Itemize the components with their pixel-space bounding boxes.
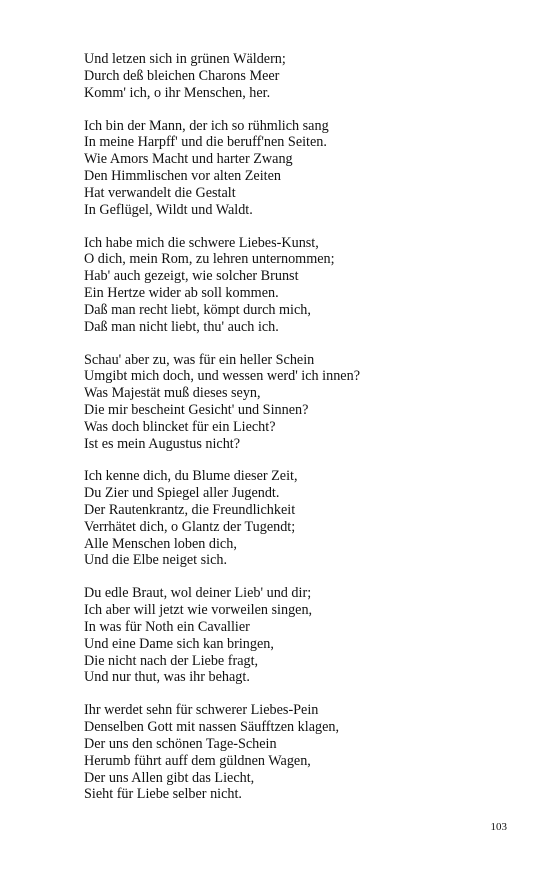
verse-line: Herumb führt auff dem güldnen Wagen,: [84, 752, 311, 769]
verse-line: In meine Harpff' und die beruff'nen Seiten.: [84, 134, 327, 151]
verse-line: Ich habe mich die schwere Liebes-Kunst,: [84, 234, 319, 251]
verse-line: Und die Elbe neiget sich.: [84, 552, 228, 569]
verse-line: Den Himmlischen vor alten Zeiten: [84, 167, 281, 184]
verse-line: In Geflügel, Wildt und Waldt.: [84, 201, 253, 218]
verse-line: Du edle Braut, wol deiner Lieb' und dir;: [84, 585, 312, 602]
stanza: [84, 235, 524, 336]
verse-line: Durch deß bleichen Charons Meer: [84, 67, 280, 84]
verse-line: Die mir bescheint Gesicht' und Sinnen?: [84, 401, 309, 418]
verse-line: Hab' auch gezeigt, wie solcher Brunst: [84, 268, 299, 285]
verse-line: Du Zier und Spiegel aller Jugendt.: [84, 485, 280, 502]
verse-line: Ich aber will jetzt wie vorweilen singen,: [84, 602, 313, 619]
verse-line: Und letzen sich in grünen Wäldern;: [84, 51, 286, 67]
verse-line: Ihr werdet sehn für schwerer Liebes-Pein: [84, 702, 319, 719]
verse-line: Und eine Dame sich kan bringen,: [84, 635, 274, 652]
page-number: 103: [490, 821, 507, 833]
stanza: [84, 468, 524, 569]
verse-line: Hat verwandelt die Gestalt: [84, 184, 236, 201]
verse-line: Und nur thut, was ihr behagt.: [84, 669, 250, 686]
verse-line: In was für Noth ein Cavallier: [84, 619, 250, 636]
verse-line: Ich bin der Mann, der ich so rühmlich sang: [84, 117, 329, 134]
verse-line: Ist es mein Augustus nicht?: [84, 435, 241, 452]
verse-line: Schau' aber zu, was für ein heller Schein: [84, 351, 315, 368]
stanza: [84, 51, 524, 101]
verse-line: Die nicht nach der Liebe fragt,: [84, 652, 259, 669]
verse-line: Umgibt mich doch, und wessen werd' ich innen?: [84, 368, 360, 385]
verse-line: Sieht für Liebe selber nicht.: [84, 786, 242, 803]
verse-line: Was Majestät muß dieses seyn,: [84, 385, 261, 402]
verse-line: Der Rautenkrantz, die Freundlichkeit: [84, 502, 296, 519]
verse-line: Denselben Gott mit nassen Säufftzen klagen,: [84, 719, 340, 736]
stanza: [84, 702, 524, 803]
stanza: [84, 352, 524, 453]
verse-line: Ich kenne dich, du Blume dieser Zeit,: [84, 468, 298, 485]
verse-line: O dich, mein Rom, zu lehren unternommen;: [84, 251, 335, 268]
verse-line: Daß man nicht liebt, thu' auch ich.: [84, 318, 279, 335]
verse-line: Komm' ich, o ihr Menschen, her.: [84, 84, 271, 101]
verse-line: Verrhätet dich, o Glantz der Tugendt;: [84, 518, 296, 535]
verse-line: Alle Menschen loben dich,: [84, 535, 237, 552]
verse-line: Ein Hertze wider ab soll kommen.: [84, 284, 279, 301]
stanza: [84, 118, 524, 219]
verse-line: Wie Amors Macht und harter Zwang: [84, 151, 293, 168]
poem-text: [84, 51, 524, 819]
stanza: [84, 585, 524, 686]
verse-line: Der uns Allen gibt das Liecht,: [84, 769, 255, 786]
verse-line: Der uns den schönen Tage-Schein: [84, 736, 277, 753]
verse-line: Was doch blincket für ein Liecht?: [84, 418, 276, 435]
verse-line: Daß man recht liebt, kömpt durch mich,: [84, 301, 311, 318]
